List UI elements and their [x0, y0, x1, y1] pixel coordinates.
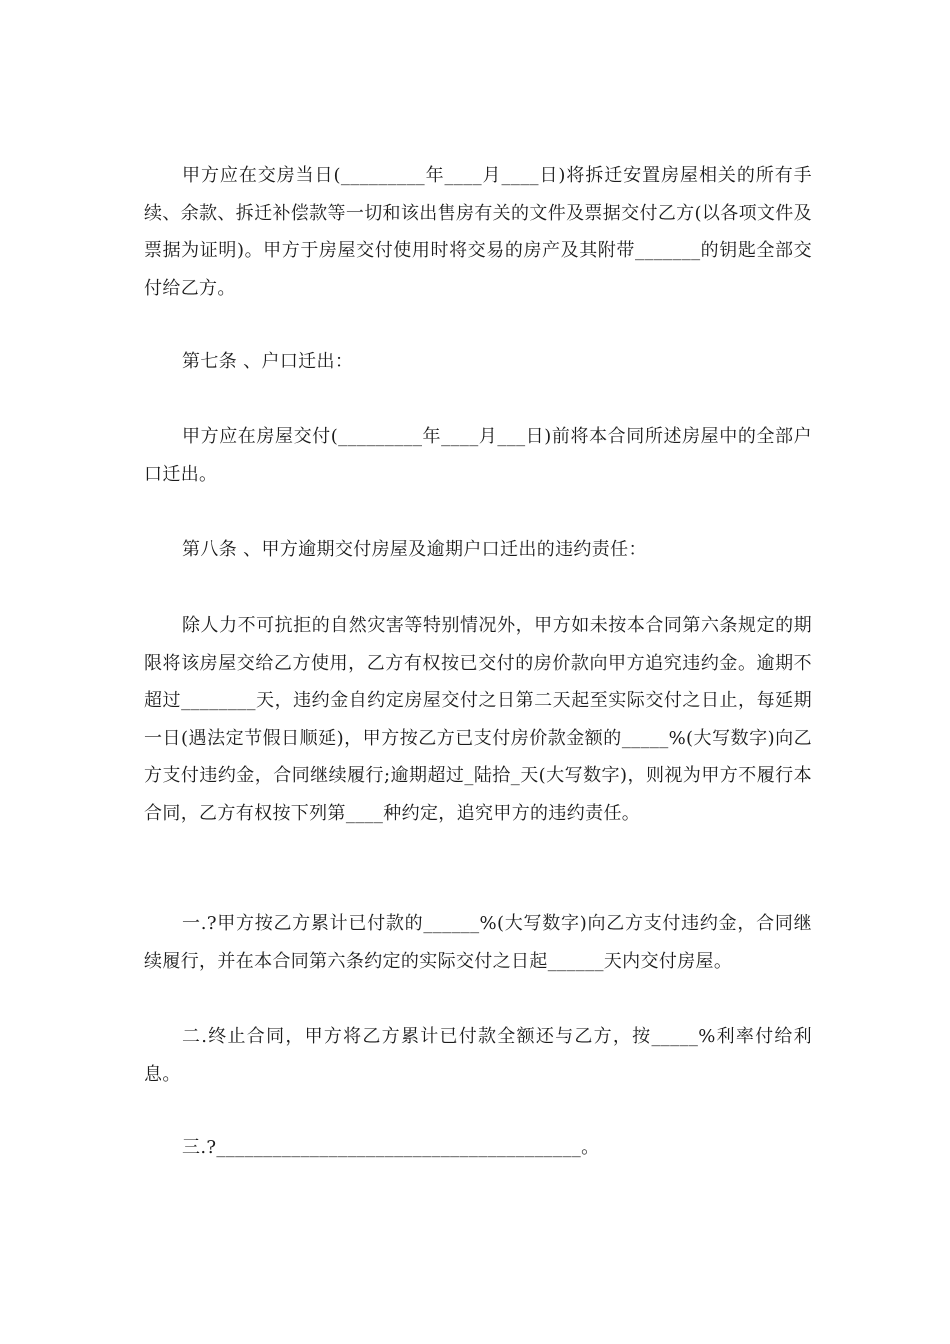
article-8-heading: 第八条 、甲方逾期交付房屋及逾期户口迁出的违约责任： [182, 539, 647, 560]
article-7-heading: 第七条 、户口迁出： [182, 351, 354, 372]
clause-option-two: 二.终止合同，甲方将乙方累计已付款全额还与乙方，按_____%利率付给利息。 [144, 1026, 812, 1085]
clause-option-three: 三.?_______________________________________。 [182, 1137, 600, 1158]
paragraph-household-registration: 甲方应在房屋交付(_________年____月___日)前将本合同所述房屋中的全部户口迁出。 [144, 426, 812, 485]
clause-option-one: 一.?甲方按乙方累计已付款的______%(大写数字)向乙方支付违约金，合同继续履行，并在本合同第六条约定的实际交付之日起______天内交付房屋。 [144, 913, 812, 972]
paragraph-handover-documents: 甲方应在交房当日(_________年____月____日)将拆迁安置房屋相关的所有手续、余款、拆迁补偿款等一切和该出售房有关的文件及票据交付乙方(以各项文件及票据为证明)。甲方于房屋交付使用时将交易的房产及其附带_______的钥匙全部交付给乙方。 [144, 165, 812, 299]
paragraph-breach-liability: 除人力不可抗拒的自然灾害等特别情况外，甲方如未按本合同第六条规定的期限将该房屋交给乙方使用，乙方有权按已交付的房价款向甲方追究违约金。逾期不超过________天，违约金自约定房屋交付之日第二天起至实际交付之日止，每延期一日(遇法定节假日顺延)，甲方按乙方已支付房价款金额的_____%(大写数字)向乙方支付违约金，合同继续履行;逾期超过_陆拾_天(大写数字)，则视为甲方不履行本合同，乙方有权按下列第____种约定，追究甲方的违约责任。 [144, 615, 812, 824]
